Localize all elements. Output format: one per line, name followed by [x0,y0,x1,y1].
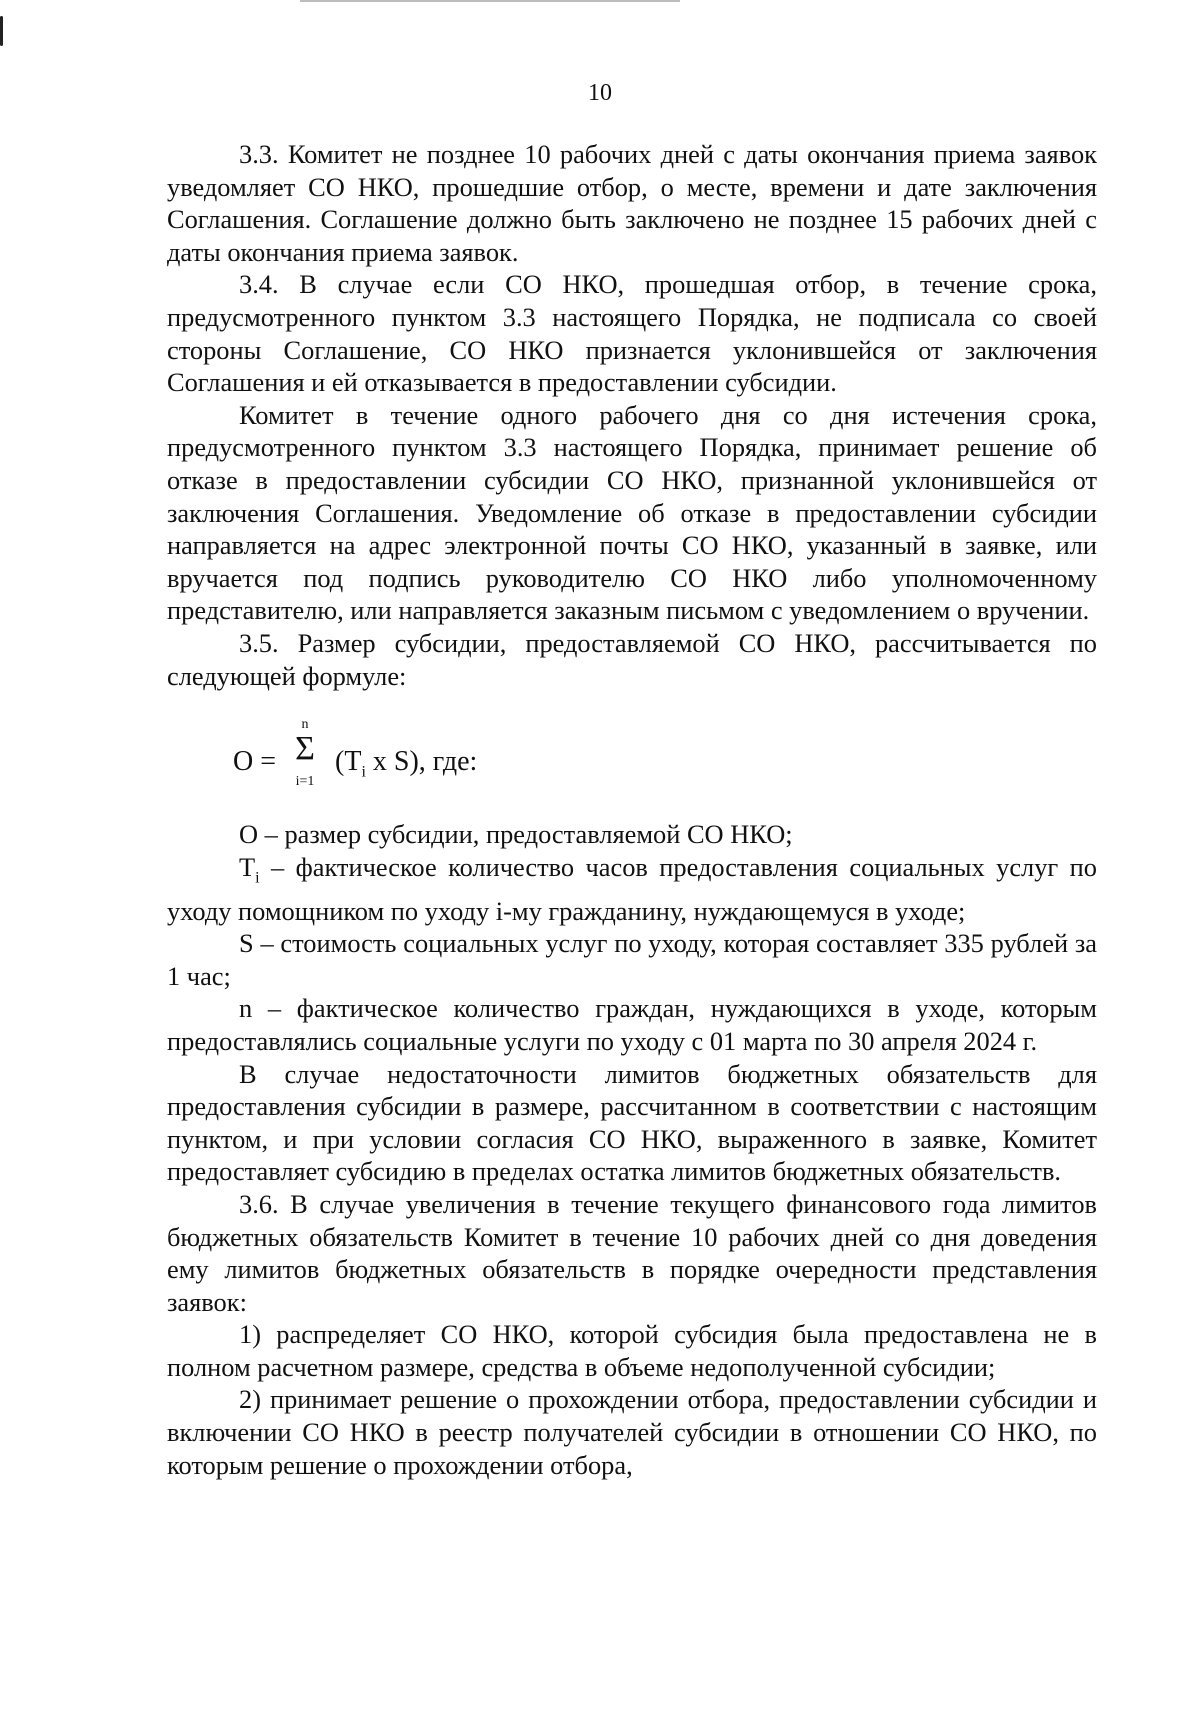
definition-t-subscript: i [255,868,260,886]
definition-o: O – размер субсидии, предоставляемой СО НКО; [239,819,793,850]
paragraph-limits: В случае недостаточности лимитов бюджетных обязательств для предоставления субсидии в размере, рассчитанном в соответствии с настоящим пунктом, и при условии согласия СО НКО, выраженного в заявке, Комитет предоставляет субсидию в пределах остатка лимитов бюджетных обязательств. [167,1058,1097,1187]
definition-n: n – фактическое количество граждан, нуждающихся в уходе, которым предоставлялись социальные услуги по уходу с 01 марта по 30 апреля 2024 г. [167,993,1097,1056]
definition-t [167,851,1097,927]
definition-t-text: – фактическое количество часов предоставления социальных услуг по уходу помощником по уходу i-му гражданину, нуждающемуся в уходе; [167,851,1097,926]
sigma-glyph: Σ [295,730,315,768]
list-item-1: 1) распределяет СО НКО, которой субсидия была предоставлена не в полном расчетном размере, средства в объеме недополученной субсидии; [167,1319,1097,1382]
definition-s: S – стоимость социальных услуг по уходу, которая составляет 335 рублей за 1 час; [167,928,1097,991]
page-number: 10 [588,80,612,106]
paragraph-refusal: Комитет в течение одного рабочего дня со дня истечения срока, предусмотренного пунктом 3.3 настоящего Порядка, принимает решение об отказе в предоставлении субсидии СО НКО, признанной уклонившейся от заключения Соглашения. Уведомление об отказе в предоставлении субсидии направляется на адрес электронной почты СО НКО, указанный в заявке, или вручается под подпись руководителю СО НКО либо уполномоченному представителю, или направляется заказным письмом с уведомлением о вручении. [167,399,1097,626]
scan-edge-mark [0,16,3,46]
subsidy-formula [167,700,1097,818]
formula-rhs-subscript: i [361,763,366,781]
summation-lower-limit: i=1 [295,774,315,790]
summation-symbol [285,718,325,790]
paragraph-3-6: 3.6. В случае увеличения в течение текущего финансового года лимитов бюджетных обязательств Комитет в течение 10 рабочих дней со дня доведения ему лимитов бюджетных обязательств в порядке очередности представления заявок: [167,1188,1097,1317]
formula-rhs-close: x S), где: [365,746,478,778]
definition-t-symbol: T [239,851,256,882]
summation-upper-limit: n [301,717,309,733]
list-item-2: 2) принимает решение о прохождении отбора, предоставлении субсидии и включении СО НКО в реестр получателей субсидии в отношении СО НКО, по которым решение о прохождении отбора, [167,1384,1097,1480]
paragraph-3-3: 3.3. Комитет не позднее 10 рабочих дней с даты окончания приема заявок уведомляет СО НКО, прошедшие отбор, о месте, времени и дате заключения Соглашения. Соглашение должно быть заключено не позднее 15 рабочих дней с даты окончания приема заявок. [167,139,1097,267]
document-body [167,138,1097,1481]
formula-lhs: O = [233,746,277,778]
formula-rhs-open: (T [335,746,362,778]
formula-rhs [335,746,477,789]
paragraph-3-4: 3.4. В случае если СО НКО, прошедшая отбор, в течение срока, предусмотренного пунктом 3.3 настоящего Порядка, не подписала со своей стороны Соглашение, СО НКО признается уклонившейся от заключения Соглашения и ей отказывается в предоставлении субсидии. [167,269,1097,398]
scan-edge-line [300,0,680,2]
paragraph-3-5: 3.5. Размер субсидии, предоставляемой СО НКО, рассчитывается по следующей формуле: [167,627,1097,691]
